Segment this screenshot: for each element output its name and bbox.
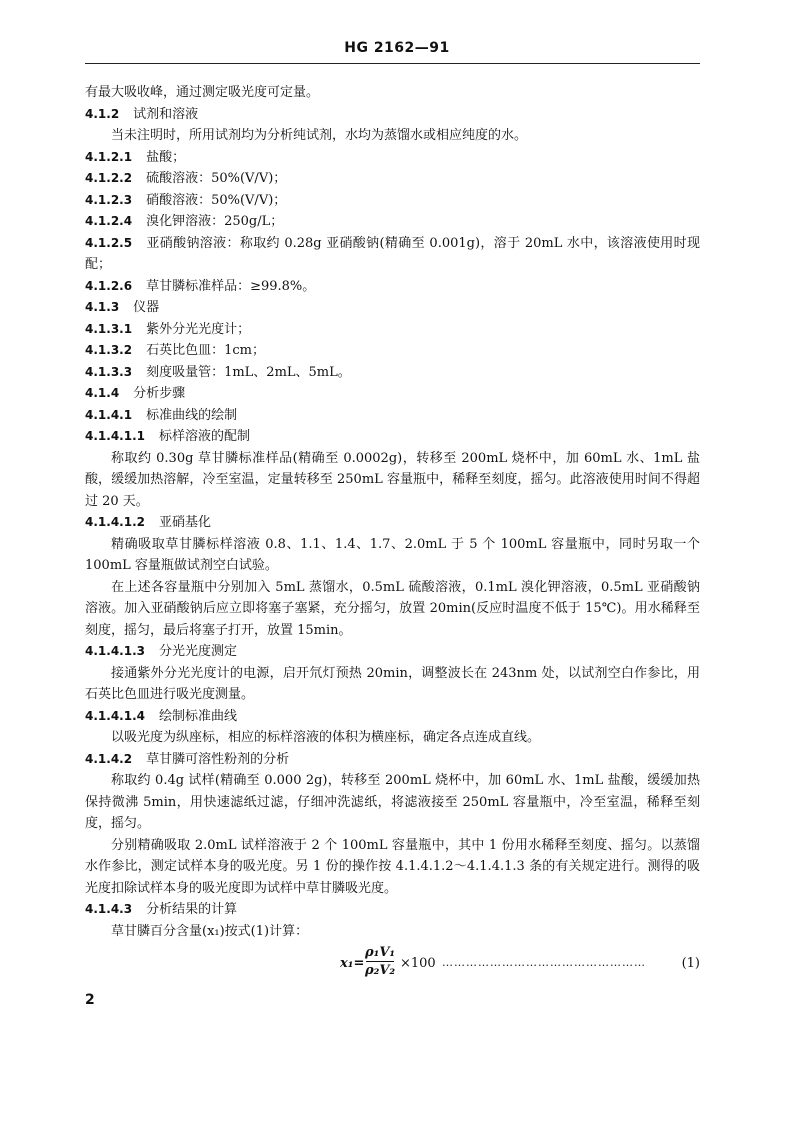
paragraph-text: 亚硝酸钠溶液：称取约 0.28g 亚硝酸钠(精确至 0.001g)，溶于 20mL 水中，该溶液使用时现配； (85, 235, 700, 272)
section-heading (85, 641, 700, 663)
section-heading (85, 104, 700, 126)
body-paragraph (85, 82, 700, 104)
section-number: 4.1.4.3 (85, 902, 133, 916)
formula-fraction (365, 945, 395, 978)
section-heading (85, 276, 700, 298)
paragraph-text: 紫外分光光度计； (146, 321, 251, 337)
section-number: 4.1.2.1 (85, 149, 133, 164)
standard-code-header: HG 2162—91 (344, 40, 450, 56)
page-number: 2 (85, 992, 95, 1008)
formula-lhs: x₁= (340, 956, 365, 971)
section-heading (85, 297, 700, 319)
paragraph-text: 石英比色皿：1cm； (146, 343, 265, 358)
formula-denominator: ρ₂V₂ (365, 963, 396, 978)
section-heading (85, 147, 700, 169)
formula-1 (330, 945, 700, 988)
section-number: 4.1.2.4 (85, 214, 133, 228)
section-number: 4.1.2.3 (85, 192, 133, 207)
body-paragraph (85, 534, 700, 577)
paragraph-text: 盐酸； (146, 149, 186, 165)
paragraph-text: 当未注明时，所用试剂均为分析纯试剂，水均为蒸馏水或相应纯度的水。 (111, 128, 528, 143)
paragraph-text: 草甘膦百分含量(x₁)按式(1)计算： (111, 923, 309, 939)
section-number: 4.1.4.1.2 (85, 515, 145, 529)
paragraph-text: 试剂和溶液 (133, 106, 199, 122)
section-number: 4.1.4.1.3 (85, 644, 145, 658)
paragraph-text: 接通紫外分光光度计的电源，启开氘灯预热 20min，调整波长在 243nm 处，以试剂空白作参比，用石英比色皿进行吸光度测量。 (85, 665, 700, 702)
section-heading (85, 512, 700, 534)
section-number: 4.1.4.1.1 (85, 429, 145, 443)
paragraph-text: 标样溶液的配制 (158, 429, 250, 444)
body-paragraph (85, 727, 700, 749)
section-number: 4.1.4.2 (85, 751, 133, 766)
body-paragraph (85, 577, 700, 642)
paragraph-text: 称取约 0.30g 草甘膦标准样品(精确至 0.0002g)，转移至 200mL 烧杯中，加 60mL 水、1mL 盐酸，缓缓加热溶解，冷至室温，定量转移至 250mL 容量瓶中，稀释至刻度，摇匀。此溶液使用时间不得超过 20 天。 (85, 450, 700, 509)
section-number: 4.1.3 (85, 300, 120, 314)
section-number: 4.1.3.1 (85, 321, 133, 336)
body-paragraph (85, 835, 700, 900)
body-paragraph (85, 448, 700, 513)
section-number: 4.1.3.2 (85, 343, 133, 357)
paragraph-text: 溴化钾溶液：250g/L； (146, 214, 284, 229)
section-number: 4.1.4.1.4 (85, 708, 145, 723)
paragraph-text: 以吸光度为纵座标，相应的标样溶液的体积为横座标，确定各点连成直线。 (111, 730, 541, 745)
paragraph-text: 分别精确吸取 2.0mL 试样溶液于 2 个 100mL 容量瓶中，其中 1 份用水稀释至刻度、摇匀。以蒸馏水作参比，测定试样本身的吸光度。另 1 份的操作按 4.1.4.1.2～4.1.4.1.3 条的有关规定进行。测得的吸光度扣除试样本身的吸光度即为试样中草甘膦吸光度。 (85, 837, 700, 896)
paragraph-text: 分光光度测定 (158, 644, 237, 659)
body-paragraph (85, 663, 700, 706)
body-paragraph (85, 125, 700, 147)
section-heading (85, 749, 700, 771)
section-heading (85, 340, 700, 362)
formula-numerator: ρ₁V₁ (365, 945, 396, 960)
body-paragraph (85, 921, 700, 943)
section-number: 4.1.2.6 (85, 278, 133, 293)
section-number: 4.1.4 (85, 386, 120, 400)
section-heading (85, 168, 700, 190)
section-number: 4.1.2 (85, 106, 120, 121)
paragraph-text: 分析步骤 (133, 386, 186, 401)
section-heading (85, 405, 700, 427)
section-heading (85, 211, 700, 233)
formula-multiplier: ×100 (400, 956, 436, 971)
paragraph-text: 分析结果的计算 (146, 902, 238, 917)
section-heading (85, 362, 700, 384)
paragraph-text: 称取约 0.4g 试样(精确至 0.000 2g)，转移至 200mL 烧杯中，加 60mL 水、1mL 盐酸，缓缓加热保持微沸 5min，用快速滤纸过滤，仔细冲洗滤纸，将滤液接至 250mL 容量瓶中，冷至室温，稀释至刻度，摇匀。 (85, 773, 700, 831)
header-divider (85, 63, 700, 64)
paragraph-text: 刻度吸量管：1mL、2mL、5mL。 (146, 364, 351, 380)
paragraph-text: 硫酸溶液：50%(V/V)； (146, 171, 287, 186)
section-heading (85, 233, 700, 276)
paragraph-text: 标准曲线的绘制 (146, 407, 238, 423)
formula-leader-dots: …………………………………………… (442, 956, 646, 969)
paragraph-text: 仪器 (133, 300, 160, 315)
paragraph-text: 亚硝基化 (158, 515, 211, 530)
section-number: 4.1.2.2 (85, 171, 133, 185)
body-paragraph (85, 770, 700, 835)
paragraph-text: 精确吸取草甘膦标样溶液 0.8、1.1、1.4、1.7、2.0mL 于 5 个 100mL 容量瓶中，同时另取一个 100mL 容量瓶做试剂空白试验。 (85, 536, 700, 573)
section-heading (85, 426, 700, 448)
section-number: 4.1.2.5 (85, 235, 133, 250)
paragraph-text: 在上述各容量瓶中分别加入 5mL 蒸馏水，0.5mL 硫酸溶液，0.1mL 溴化钾溶液，0.5mL 亚硝酸钠溶液。加入亚硝酸钠后应立即将塞子塞紧，充分摇匀，放置 20min(反应时温度不低于 15℃)。用水稀释至刻度，摇匀，最后将塞子打开，放置 15min。 (85, 579, 700, 638)
fraction-bar (366, 961, 394, 962)
paragraph-text: 硝酸溶液：50%(V/V)； (146, 192, 287, 208)
section-heading (85, 190, 700, 212)
section-heading (85, 319, 700, 341)
paragraph-text: 草甘膦标准样品：≥99.8%。 (146, 278, 316, 294)
section-number: 4.1.3.3 (85, 364, 133, 379)
paragraph-text: 绘制标准曲线 (158, 708, 237, 724)
section-number: 4.1.4.1 (85, 407, 133, 422)
document-body (85, 82, 700, 942)
paragraph-text: 有最大吸收峰，通过测定吸光度可定量。 (85, 85, 320, 100)
equation-number: (1) (681, 956, 700, 971)
section-heading (85, 706, 700, 728)
section-heading (85, 899, 700, 921)
paragraph-text: 草甘膦可溶性粉剂的分析 (146, 751, 290, 767)
section-heading (85, 383, 700, 405)
